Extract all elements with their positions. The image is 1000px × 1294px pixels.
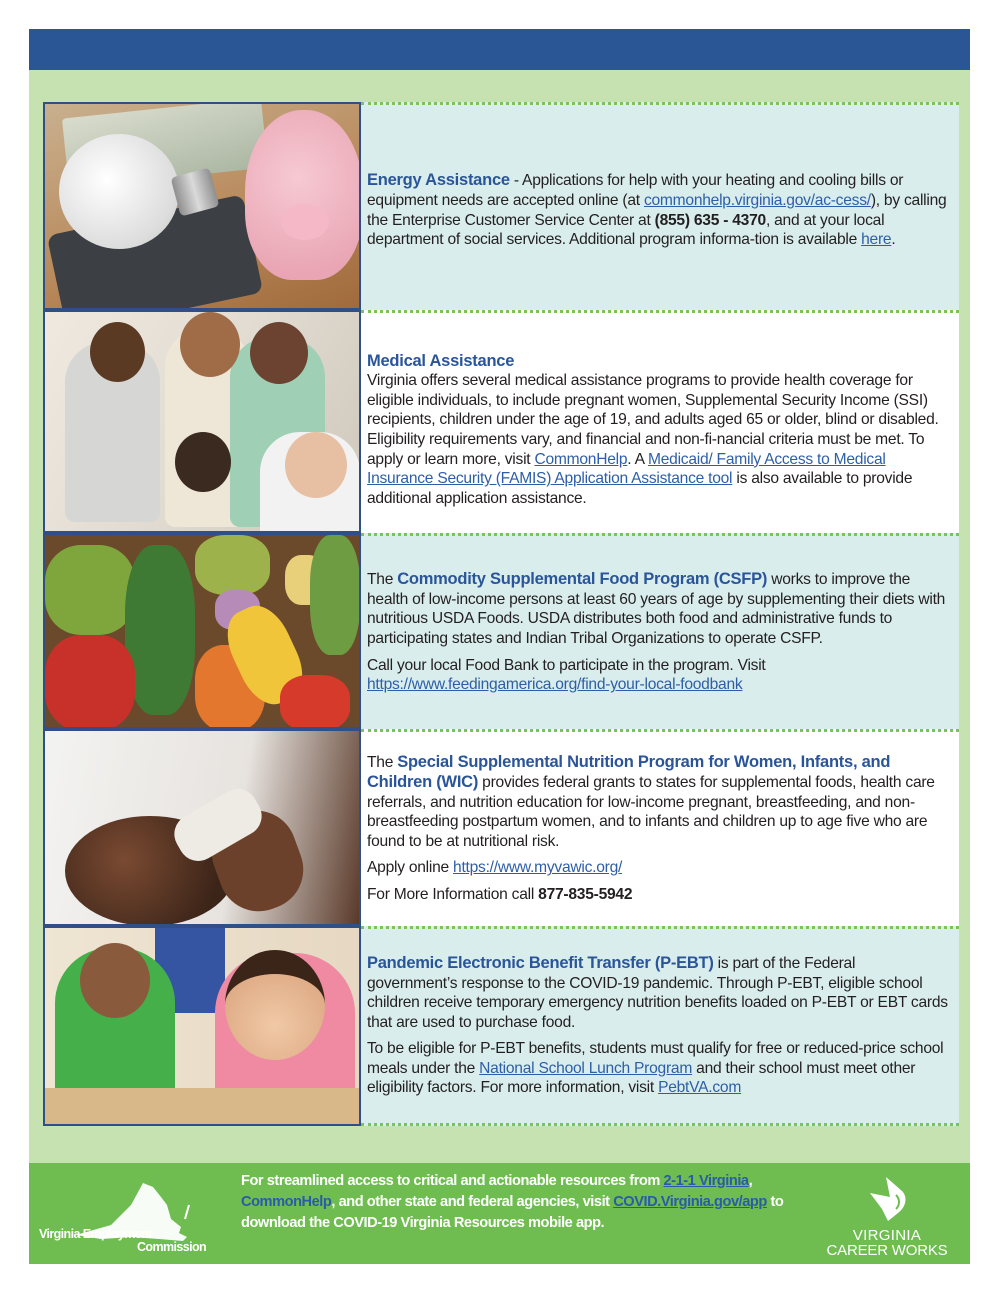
csfp-title: Commodity Supplemental Food Program (CSFP) <box>397 570 768 589</box>
wic-title: Special Supplemental Nutrition Program for Women, Infants, and Children (WIC) <box>367 753 891 792</box>
energy-photo <box>43 102 361 310</box>
section-pebt <box>43 926 959 1126</box>
commonhelp-link[interactable]: CommonHelp <box>534 450 628 468</box>
national-school-lunch-link[interactable]: National School Lunch Program <box>479 1059 693 1077</box>
energy-text: Energy Assistance - Applications for help with your heating and cooling bills or equipment needs are accepted online (at commonhelp.virginia.gov/ac-cess/), by calling the Enterprise Customer Service Center at (855) 635 - 4370, and at your local department of social services. Additional program informa-tion is available here. <box>361 102 959 310</box>
pebt-text: Pandemic Electronic Benefit Transfer (P-EBT) is part of the Federal government’s response to the COVID-19 pandemic. Through P-EBT, eligible school children receive temporary emergency nutrition benefits loaded on P-EBT or EBT cards that are used to purchase food. To be eligible for P-EBT benefits, students must qualify for free or reduced-price school meals under the National School Lunch Program and their school must meet other eligibility factors. For more information, visit PebtVA.com <box>361 926 959 1126</box>
section-wic <box>43 729 959 926</box>
211-virginia-link[interactable]: 2-1-1 Virginia <box>663 1173 749 1189</box>
covid-app-link[interactable]: COVID.Virginia.gov/app <box>613 1194 767 1210</box>
virginia-career-works-logo: VIRGINIA CAREER WORKS <box>812 1175 962 1257</box>
header-band <box>29 29 970 70</box>
energy-here-link[interactable]: here <box>861 231 892 249</box>
vec-logo: Virginia Employment Commission <box>39 1175 214 1255</box>
medical-title: Medical Assistance <box>367 351 515 370</box>
commonhelp-access-link[interactable]: commonhelp.virginia.gov/ac-cess/ <box>643 191 871 209</box>
footer-message: For streamlined access to critical and actionable resources from 2-1-1 Virginia, CommonHelp, and other state and federal agencies, visit COVID.Virginia.gov/app to download the COVID-19 Virginia Resources mobile app. <box>241 1173 784 1231</box>
section-csfp <box>43 533 959 729</box>
csfp-text: The Commodity Supplemental Food Program (CSFP) works to improve the health of low-income persons at least 60 years of age by supplementing their diets with nutritious USDA Foods. USDA distributes both food and administrative funds to participating states and Indian Tribal Organizations to operate CSFP. Call your local Food Bank to participate in the program. Visit https://www.feedingamerica.org/find-your-local-foodbank <box>361 533 959 729</box>
pebt-photo <box>43 926 361 1126</box>
medical-text: Medical Assistance Virginia offers several medical assistance programs to provide health coverage for eligible individuals, to include pregnant women, Supplemental Security Income (SSI) recipients, children under the age of 19, and adults aged 65 or older, blind or disabled. Eligibility requirements vary, and financial and non-fi-nancial criteria must be met. To apply or learn more, visit CommonHelp. A Medicaid/ Family Access to Medical Insurance Security (FAMIS) Application Assistance tool is also available to provide additional application assistance. <box>361 310 959 533</box>
myvawic-link[interactable]: https://www.myvawic.org/ <box>453 859 623 877</box>
medical-photo <box>43 310 361 533</box>
commonhelp-footer-text: CommonHelp <box>241 1194 332 1210</box>
energy-phone: (855) 635 - 4370 <box>654 211 766 229</box>
vegetables-photo <box>43 533 361 729</box>
energy-title: Energy Assistance <box>367 171 510 190</box>
section-medical-assistance <box>43 310 959 533</box>
pebt-title: Pandemic Electronic Benefit Transfer (P-EBT) <box>367 953 714 972</box>
famis-application-tool-link[interactable]: Medicaid/ Family Access to Medical Insurance Security (FAMIS) Application Assistance tool <box>367 450 886 488</box>
cardinal-bird-icon <box>862 1175 912 1225</box>
pebtva-link[interactable]: PebtVA.com <box>658 1079 742 1097</box>
section-energy-assistance <box>43 102 959 310</box>
wic-photo <box>43 729 361 926</box>
wic-phone: 877-835-5942 <box>538 885 633 903</box>
feeding-america-link[interactable]: https://www.feedingamerica.org/find-your-local-foodbank <box>367 676 743 694</box>
footer <box>29 1163 970 1264</box>
program-list <box>43 102 959 1126</box>
wic-text: The Special Supplemental Nutrition Program for Women, Infants, and Children (WIC) provides federal grants to states for supplemental foods, health care referrals, and nutrition education for low-income pregnant, breastfeeding, and non-breastfeeding postpartum women, and to infants and children up to age five who are found to be at nutritional risk. Apply online https://www.myvawic.org/ For More Information call 877-835-5942 <box>361 729 959 926</box>
